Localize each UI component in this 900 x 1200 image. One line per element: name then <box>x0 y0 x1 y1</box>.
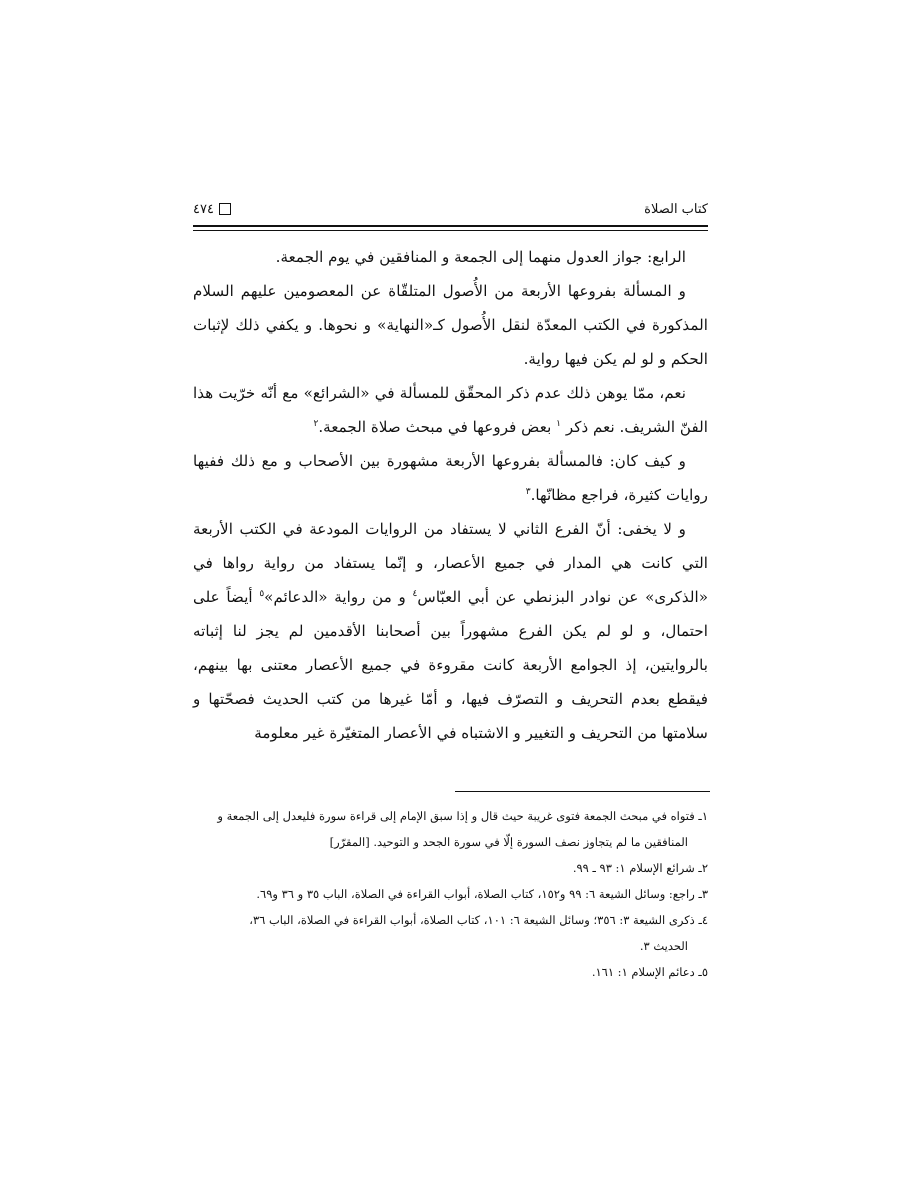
footnote: ٤ـ ذكرى الشيعة ٣: ٣٥٦؛ وسائل الشيعة ٦: ١٠١، كتاب الصلاة، أبواب القراءة في الصلاة، الباب ٣٦، <box>249 913 708 927</box>
header-rule-thick <box>193 225 708 227</box>
footnote-ref: ٤ <box>412 588 418 599</box>
header-rule-thin <box>193 230 708 231</box>
footnote-separator <box>455 791 710 792</box>
header-book-title: كتاب الصلاة <box>644 201 708 217</box>
footnote-continuation: الحديث ٣. <box>639 939 688 953</box>
footnote-ref: ٥ <box>259 588 265 599</box>
paragraph: و كيف كان: فالمسألة بفروعها الأربعة مشهورة بين الأصحاب و مع ذلك ففيها روايات كثيرة، فراجع مظانّها.$^٣$ <box>193 452 708 504</box>
paragraph: نعم، ممّا يوهن ذلك عدم ذكر المحقّق للمسألة في «الشرائع» مع أنّه خرّيت هذا الفنّ الشريف. نعم ذكر $^١$ بعض فروعها في مبحث صلاة الجمعة.$^٢$ <box>193 384 708 436</box>
footnote-ref: ٢ <box>313 418 319 429</box>
footnote-ref: ٣ <box>525 486 531 497</box>
header-page-number <box>193 202 231 217</box>
footnote: ٢ـ شرائع الإسلام ١: ٩٣ ـ ٩٩. <box>572 861 708 875</box>
paragraph: و المسألة بفروعها الأربعة من الأُصول المتلقّاة عن المعصومين عليهم السلام المذكورة في الكتب المعدّة لنقل الأُصول كـ«النهاية» و نحوها. و يكفي ذلك لإثبات الحكم و لو لم يكن فيها رواية. <box>193 282 708 368</box>
paragraph: الرابع: جواز العدول منهما إلى الجمعة و المنافقين في يوم الجمعة. <box>275 248 686 266</box>
footnote: ١ـ فتواه في مبحث الجمعة فتوى غريبة حيث قال و إذا سبق الإمام إلى قراءة سورة فليعدل إلى الجمعة و <box>217 809 708 823</box>
square-box-icon <box>219 203 231 215</box>
body-text <box>193 240 708 750</box>
footnote: ٣ـ راجع: وسائل الشيعة ٦: ٩٩ و١٥٢، كتاب الصلاة، أبواب القراءة في الصلاة، الباب ٣٥ و ٣٦ و٦٩. <box>256 887 708 901</box>
page-number: ٤٧٤ <box>193 201 214 217</box>
paragraph: و لا يخفى: أنّ الفرع الثاني لا يستفاد من الروايات المودعة في الكتب الأربعة التي كانت هي المدار في جميع الأعصار، و إنّما يستفاد من رواية رواها في «الذكرى» عن نوادر البزنطي عن أبي العبّاس$^٤$ و من رواية «الدعائم»$^٥$ أيضاً على احتمال، و لو لم يكن الفرع مشهوراً بين أصحابنا الأقدمين لم يجز لنا إثباته بالروايتين، إذ الجوامع الأربعة كانت مقروءة في جميع الأعصار معتنى بها بينهم، فيقطع بعدم التحريف و التصرّف فيها، و أمّا غيرها من كتب الحديث فصحّتها و سلامتها من التحريف و التغيير و الاشتباه في الأعصار المتغيّرة غير معلومة <box>193 520 708 742</box>
footnote-continuation: المنافقين ما لم يتجاوز نصف السورة إلّا في سورة الجحد و التوحيد. [المقرّر] <box>329 835 688 849</box>
footnotes <box>193 803 708 985</box>
footnote-ref: ١ <box>556 418 561 429</box>
running-header <box>193 198 708 220</box>
footnote: ٥ـ دعائم الإسلام ١: ١٦١. <box>591 965 708 979</box>
